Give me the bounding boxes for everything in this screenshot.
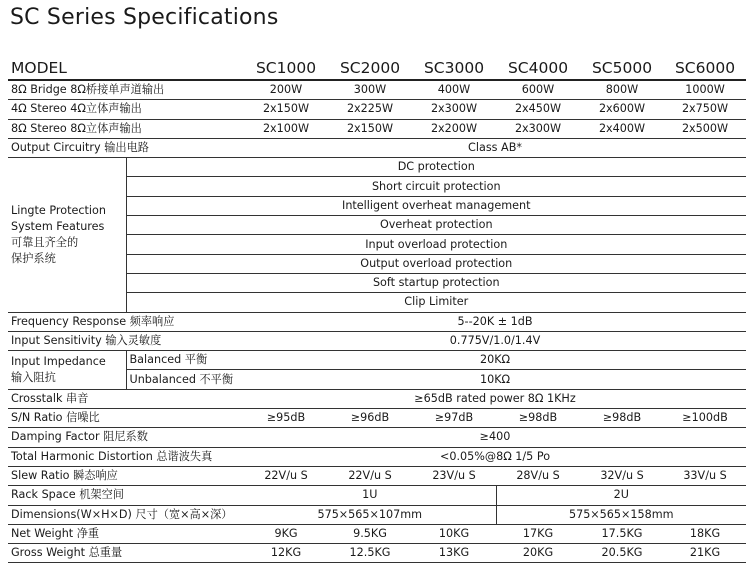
row-label: Rack Space 机架空间 [8, 486, 244, 505]
model-name: SC3000 [412, 57, 496, 80]
spec-table [8, 57, 746, 563]
protection-item: DC protection [126, 158, 746, 177]
cell-value: 10KΩ [244, 370, 746, 389]
cell-value: 9KG [244, 524, 328, 543]
cell-value: 200W [244, 80, 328, 100]
cell-value: ≥65dB rated power 8Ω 1KHz [244, 389, 746, 408]
impedance-balanced-row [8, 351, 746, 370]
model-name: SC4000 [496, 57, 580, 80]
row-label: Slew Ratio 瞬态响应 [8, 466, 244, 485]
row-label: Frequency Response 频率响应 [8, 312, 244, 331]
impedance-label [8, 351, 126, 390]
cell-value: 2x150W [328, 119, 412, 138]
cell-value: 28V/u S [496, 466, 580, 485]
row-label: Total Harmonic Distortion 总谐波失真 [8, 447, 244, 466]
cell-value: 5--20K ± 1dB [244, 312, 746, 331]
protection-item: Soft startup protection [126, 273, 746, 292]
row-label: Dimensions(W×H×D) 尺寸（宽×高×深） [8, 505, 244, 524]
cell-value: 13KG [412, 544, 496, 563]
model-name: SC2000 [328, 57, 412, 80]
model-name: SC5000 [580, 57, 664, 80]
cell-value: 23V/u S [412, 466, 496, 485]
protection-item: Intelligent overheat management [126, 196, 746, 215]
row-label: Net Weight 净重 [8, 524, 244, 543]
protection-item: Clip Limiter [126, 293, 746, 312]
cell-value: 2x100W [244, 119, 328, 138]
cell-value: 2x750W [664, 100, 746, 119]
cell-value: 21KG [664, 544, 746, 563]
cell-value: 600W [496, 80, 580, 100]
cell-value: ≥98dB [580, 409, 664, 428]
gross-weight-row [8, 544, 746, 563]
row-label: S/N Ratio 信噪比 [8, 409, 244, 428]
model-name: SC1000 [244, 57, 328, 80]
cell-value: 2x300W [412, 100, 496, 119]
cell-value: ≥95dB [244, 409, 328, 428]
cell-value: 1U [244, 486, 496, 505]
protection-label-line: System Features [11, 219, 105, 233]
cell-value: ≥400 [244, 428, 746, 447]
cell-value: 32V/u S [580, 466, 664, 485]
row-label: Crosstalk 串音 [8, 389, 244, 408]
cell-value: 2x400W [580, 119, 664, 138]
cell-value: Class AB* [244, 138, 746, 157]
cell-value: 20KΩ [244, 351, 746, 370]
cell-value: 2x450W [496, 100, 580, 119]
frequency-row [8, 312, 746, 331]
protection-row [8, 158, 746, 177]
cell-value: 2x600W [580, 100, 664, 119]
row-label: Damping Factor 阻尼系数 [8, 428, 244, 447]
row-label: Output Circuitry 输出电路 [8, 138, 244, 157]
cell-value: ≥96dB [328, 409, 412, 428]
cell-value: 800W [580, 80, 664, 100]
cell-value: 22V/u S [244, 466, 328, 485]
model-name: SC6000 [664, 57, 746, 80]
sub-label: Unbalanced 不平衡 [126, 370, 244, 389]
protection-label-line: 保护系统 [11, 251, 56, 265]
cell-value: 20.5KG [580, 544, 664, 563]
row-label: 8Ω Bridge 8Ω桥接单声道输出 [8, 80, 244, 100]
protection-label-line: Lingte Protection [11, 203, 106, 217]
cell-value: 2x300W [496, 119, 580, 138]
cell-value: 2x200W [412, 119, 496, 138]
protection-item: Short circuit protection [126, 177, 746, 196]
cell-value: 12.5KG [328, 544, 412, 563]
cell-value: 575×565×158mm [496, 505, 746, 524]
sub-label: Balanced 平衡 [126, 351, 244, 370]
cell-value: ≥97dB [412, 409, 496, 428]
cell-value: 33V/u S [664, 466, 746, 485]
cell-value: 0.775V/1.0/1.4V [244, 331, 746, 350]
impedance-label-line: 输入阻抗 [11, 370, 56, 384]
row-label: 4Ω Stereo 4Ω立体声输出 [8, 100, 244, 119]
cell-value: 575×565×107mm [244, 505, 496, 524]
protection-label [8, 158, 126, 312]
cell-value: 17.5KG [580, 524, 664, 543]
cell-value: 2x150W [244, 100, 328, 119]
cell-value: <0.05%@8Ω 1/5 Po [244, 447, 746, 466]
impedance-label-line: Input Impedance [11, 354, 106, 368]
row-label: Gross Weight 总重量 [8, 544, 244, 563]
page-title: SC Series Specifications [10, 5, 279, 30]
circuitry-row [8, 138, 746, 157]
cell-value: 2U [496, 486, 746, 505]
rack-row [8, 486, 746, 505]
cell-value: 20KG [496, 544, 580, 563]
stereo4-row [8, 100, 746, 119]
cell-value: 1000W [664, 80, 746, 100]
net-weight-row [8, 524, 746, 543]
protection-item: Overheat protection [126, 216, 746, 235]
cell-value: 2x500W [664, 119, 746, 138]
protection-label-line: 可靠且齐全的 [11, 235, 79, 249]
thd-row [8, 447, 746, 466]
cell-value: 2x225W [328, 100, 412, 119]
damping-row [8, 428, 746, 447]
cell-value: 400W [412, 80, 496, 100]
model-label: MODEL [8, 57, 244, 80]
cell-value: 22V/u S [328, 466, 412, 485]
model-row [8, 57, 746, 80]
crosstalk-row [8, 389, 746, 408]
cell-value: 10KG [412, 524, 496, 543]
cell-value: 18KG [664, 524, 746, 543]
bridge-row [8, 80, 746, 100]
snr-row [8, 409, 746, 428]
sensitivity-row [8, 331, 746, 350]
cell-value: ≥98dB [496, 409, 580, 428]
cell-value: 9.5KG [328, 524, 412, 543]
cell-value: 12KG [244, 544, 328, 563]
protection-item: Output overload protection [126, 254, 746, 273]
cell-value: ≥100dB [664, 409, 746, 428]
cell-value: 300W [328, 80, 412, 100]
stereo8-row [8, 119, 746, 138]
row-label: Input Sensitivity 输入灵敏度 [8, 331, 244, 350]
cell-value: 17KG [496, 524, 580, 543]
protection-item: Input overload protection [126, 235, 746, 254]
slew-row [8, 466, 746, 485]
row-label: 8Ω Stereo 8Ω立体声输出 [8, 119, 244, 138]
dimensions-row [8, 505, 746, 524]
